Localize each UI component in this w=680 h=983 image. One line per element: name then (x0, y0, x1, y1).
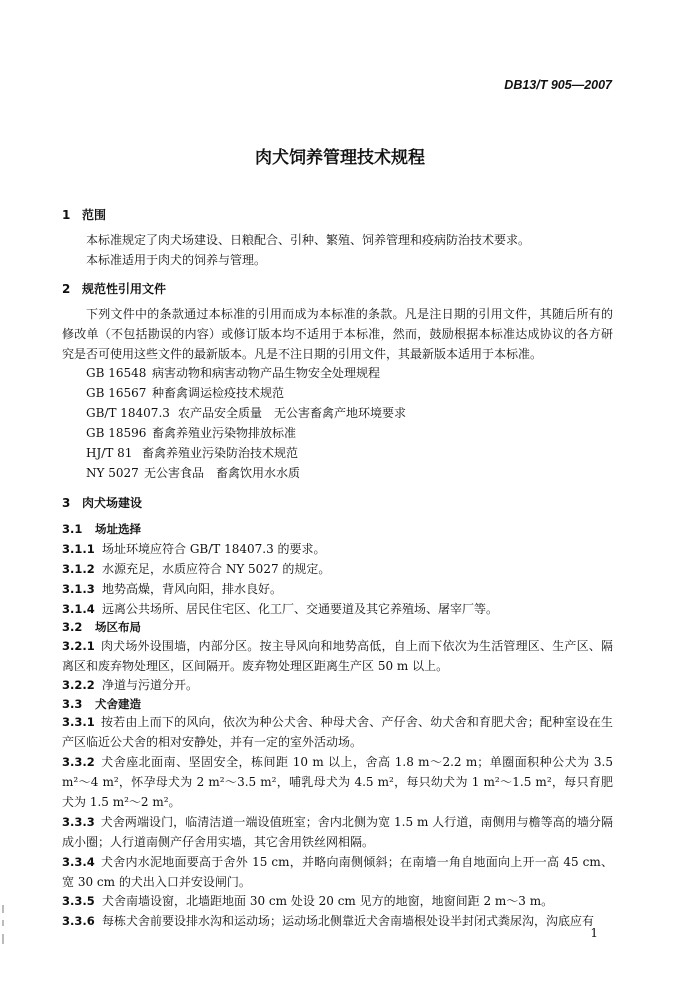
document-title: 肉犬饲养管理技术规程 (255, 148, 425, 168)
clause-item: 3.1.3 地势高燥，背风向阳，排水良好。 (62, 582, 283, 596)
section-1-paragraph: 本标准规定了肉犬场建设、日粮配合、引种、繁殖、饲养管理和疫病防治技术要求。 (86, 233, 531, 247)
scan-mark (2, 920, 4, 926)
section-2-intro: 下列文件中的条款通过本标准的引用而成为本标准的条款。凡是注日期的引用文件，其随后所有的修改单（不包括勘误的内容）或修订版本均不适用于本标准，然而，鼓励根据本标准达成协议的各方研究是否可使用这些文件的最新版本。凡是不注日期的引用文件，其最新版本适用于本标准。 (62, 307, 613, 361)
clause-item: 3.1.4 远离公共场所、居民住宅区、化工厂、交通要道及其它养殖场、屠宰厂等。 (62, 602, 499, 616)
section-3-heading: 3 肉犬场建设 (62, 496, 143, 510)
clause-item: 3.3.3 犬舍两端设门，临清洁道一端设值班室；舍内北侧为宽 1.5 m 人行道，南侧用与檐等高的墙分隔成小圈；人行道南侧产仔舍用实墙，其它舍用铁丝网相隔。 (62, 815, 613, 849)
section-2-heading: 2 规范性引用文件 (62, 282, 167, 296)
clause-item: 3.1.2 水源充足，水质应符合 NY 5027 的规定。 (62, 562, 331, 576)
page-number: 1 (590, 926, 598, 940)
clause-item: 3.3.5 犬舍南墙设窗，北墙距地面 30 cm 处设 20 cm 见方的地窗，地窗间距 2 m～3 m。 (62, 894, 554, 908)
reference-item: GB 16567 种畜禽调运检疫技术规范 (86, 386, 285, 400)
clause-item: 3.3.2 犬舍座北面南、坚固安全，栋间距 10 m 以上，舍高 1.8 m～2.2 m；单圈面积种公犬为 3.5 m²～4 m²，怀孕母犬为 2 m²～3.5 m²，哺乳母犬为 4.5 m²，每只幼犬为 1 m²～1.5 m²，每只育肥犬为 1.5 m²～2 m²。 (62, 755, 613, 809)
reference-item: NY 5027 无公害食品 畜禽饮用水水质 (86, 466, 301, 480)
section-1-heading: 1 范围 (62, 208, 107, 222)
clause-item: 3.1.1 场址环境应符合 GB/T 18407.3 的要求。 (62, 542, 326, 556)
standard-code: DB13/T 905—2007 (504, 78, 612, 92)
clause-item: 3.3.1 按若由上而下的风向，依次为种公犬舍、种母犬舍、产仔舍、幼犬舍和育肥犬舍；配种室设在生产区临近公犬舍的相对安静处，并有一定的室外活动场。 (62, 715, 613, 749)
reference-item: GB/T 18407.3 农产品安全质量 无公害畜禽产地环境要求 (86, 406, 407, 420)
clause-item: 3.2.1 肉犬场外设围墙，内部分区。按主导风向和地势高低，自上而下依次为生活管理区、生产区、隔离区和废弃物处理区，区间隔开。废弃物处理区距离生产区 50 m 以上。 (62, 639, 613, 673)
reference-item: HJ/T 81 畜禽养殖业污染防治技术规范 (86, 446, 299, 460)
reference-item: GB 16548 病害动物和病害动物产品生物安全处理规程 (86, 366, 381, 380)
clause-item: 3.3.6 每栋犬舍前要设排水沟和运动场；运动场北侧靠近犬舍南墙根处设半封闭式粪尿沟，沟底应有 (62, 914, 595, 928)
clause-item: 3.2.2 净道与污道分开。 (62, 678, 199, 692)
reference-item: GB 18596 畜禽养殖业污染物排放标准 (86, 426, 297, 440)
scan-mark (2, 905, 4, 913)
scan-mark (2, 934, 4, 944)
section-1-paragraph: 本标准适用于肉犬的饲养与管理。 (86, 253, 267, 267)
subsection-3-2-heading: 3.2 场区布局 (62, 620, 141, 634)
subsection-3-3-heading: 3.3 犬舍建造 (62, 697, 141, 711)
clause-item: 3.3.4 犬舍内水泥地面要高于舍外 15 cm，并略向南侧倾斜；在南墙一角自地面向上开一高 45 cm、宽 30 cm 的犬出入口并安设闸门。 (62, 855, 613, 889)
subsection-3-1-heading: 3.1 场址选择 (62, 522, 141, 536)
